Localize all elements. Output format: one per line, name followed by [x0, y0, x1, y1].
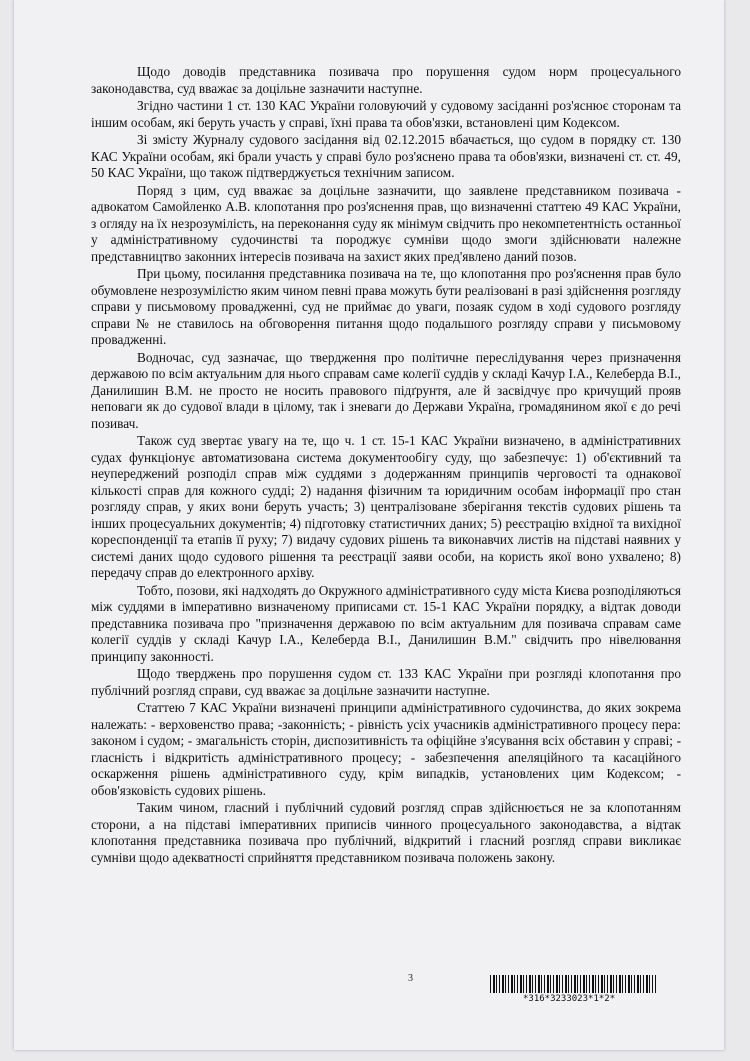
document-body: [91, 64, 681, 866]
paragraph-10: Статтею 7 КАС України визначені принципи адміністративного судочинства, до яких зокрема належать: - верховенство права; -законність; - рівність усіх учасників адміністративного процесу пера: законом і судом; - змагальність сторін, диспозитивність та офіційне з'ясування всіх обставин у справі; - гласність і відкритість адміністративного процесу; - забезпечення апеляційного та касаційного оскарження рішень адміністративного суду, крім випадків, установлених цим Кодексом; - обов'язковість судових рішень.: [91, 700, 681, 798]
paragraph-9: Щодо тверджень про порушення судом ст. 133 КАС України при розгляді клопотання про публічний розгляд справи, суд вважає за доцільне зазначити наступне.: [91, 666, 681, 698]
document-page: [14, 0, 724, 1050]
paragraph-8: Тобто, позови, які надходять до Окружного адміністративного суду міста Києва розподіляються між суддями в імперативно визначеному приписами ст. 15-1 КАС України порядку, а відтак доводи представника позивача про "призначення державою по всім актуальним для позивача справам саме колегії суддів у складі Качур І.А., Келеберда В.І., Данилишин В.М." свідчить про нівелювання принципу законності.: [91, 582, 681, 664]
paragraph-4: Поряд з цим, суд вважає за доцільне зазначити, що заявлене представником позивача - адвокатом Самойленко А.В. клопотання про роз'яснення прав, що визначенні статтею 49 КАС України, з огляду на їх незрозумілість, на переконання суду як мінімум свідчить про некомпетентність останньої у адміністративному судочинстві та породжує сумніви щодо змоги здійснювати належне представництво законних інтересів позивача на захист яких пред'явлено даний позов.: [91, 182, 681, 264]
paragraph-7: Також суд звертає увагу на те, що ч. 1 ст. 15-1 КАС України визначено, в адміністративних судах функціонує автоматизована система документообігу суду, що забезпечує: 1) об'єктивний та неупереджений розподіл справ між суддями з додержанням принципів черговості та однакової кількості справ для кожного судді; 2) надання фізичним та юридичним особам інформації про стан розгляду справ, у яких вони беруть участь; 3) централізоване зберігання текстів судових рішень та інших процесуальних документів; 4) підготовку статистичних даних; 5) реєстрацію вхідної та вихідної кореспонденції та етапів її руху; 7) видачу судових рішень та виконавчих листів на підставі наявних у системі даних щодо судового рішення та реєстрації заяви особи, на користь якої воно ухвалено; 8) передачу справ до електронного архіву.: [91, 433, 681, 580]
barcode: [490, 975, 656, 993]
barcode-number: *316*3233023*1*2*: [523, 994, 616, 1004]
page-number: 3: [408, 973, 413, 984]
paragraph-1: Щодо доводів представника позивача про порушення судом норм процесуального законодавства, суд вважає за доцільне зазначити наступне.: [91, 64, 681, 96]
paragraph-11: Таким чином, гласний і публічний судовий розгляд справ здійснюється не за клопотанням сторони, а на підставі імперативних приписів чинного процесуального законодавства, а відтак клопотання представника позивача про публічний, відкритий і гласний розгляд справи викликає сумніви щодо адекватності сприйняття представником позивача положень закону.: [91, 800, 681, 865]
paragraph-6: Водночас, суд зазначає, що твердження про політичне переслідування через призначення державою по всім актуальним для нього справам саме колегії суддів у складі Качур І.А., Келеберда В.І., Данилишин В.М. не просто не носить правового підґрунтя, але й засвідчує про кричущий прояв неповаги як до судової влади в цілому, так і зневаги до Держави Україна, громадянином якої є до речі позивач.: [91, 349, 681, 431]
paragraph-3: Зі змісту Журналу судового засідання від 02.12.2015 вбачається, що судом в порядку ст. 130 КАС України особам, які брали участь у справі було роз'яснено права та обов'язки, визначені ст. ст. 49, 50 КАС України, що також підтверджується технічним записом.: [91, 132, 681, 180]
paragraph-2: Згідно частини 1 ст. 130 КАС України головуючий у судовому засіданні роз'яснює сторонам та іншим особам, які беруть участь у справі, їхні права та обов'язки, встановлені цим Кодексом.: [91, 98, 681, 130]
paragraph-5: При цьому, посилання представника позивача на те, що клопотання про роз'яснення прав було обумовлене незрозумілістю яким чином певні права можуть бути реалізовані в разі здійснення розгляду справи у письмовому провадженні, суд не приймає до уваги, позаяк судом в ході судового розгляду справи № не ставилось на обговорення питання щодо подальшого розгляду справи у письмовому провадженні.: [91, 266, 681, 347]
